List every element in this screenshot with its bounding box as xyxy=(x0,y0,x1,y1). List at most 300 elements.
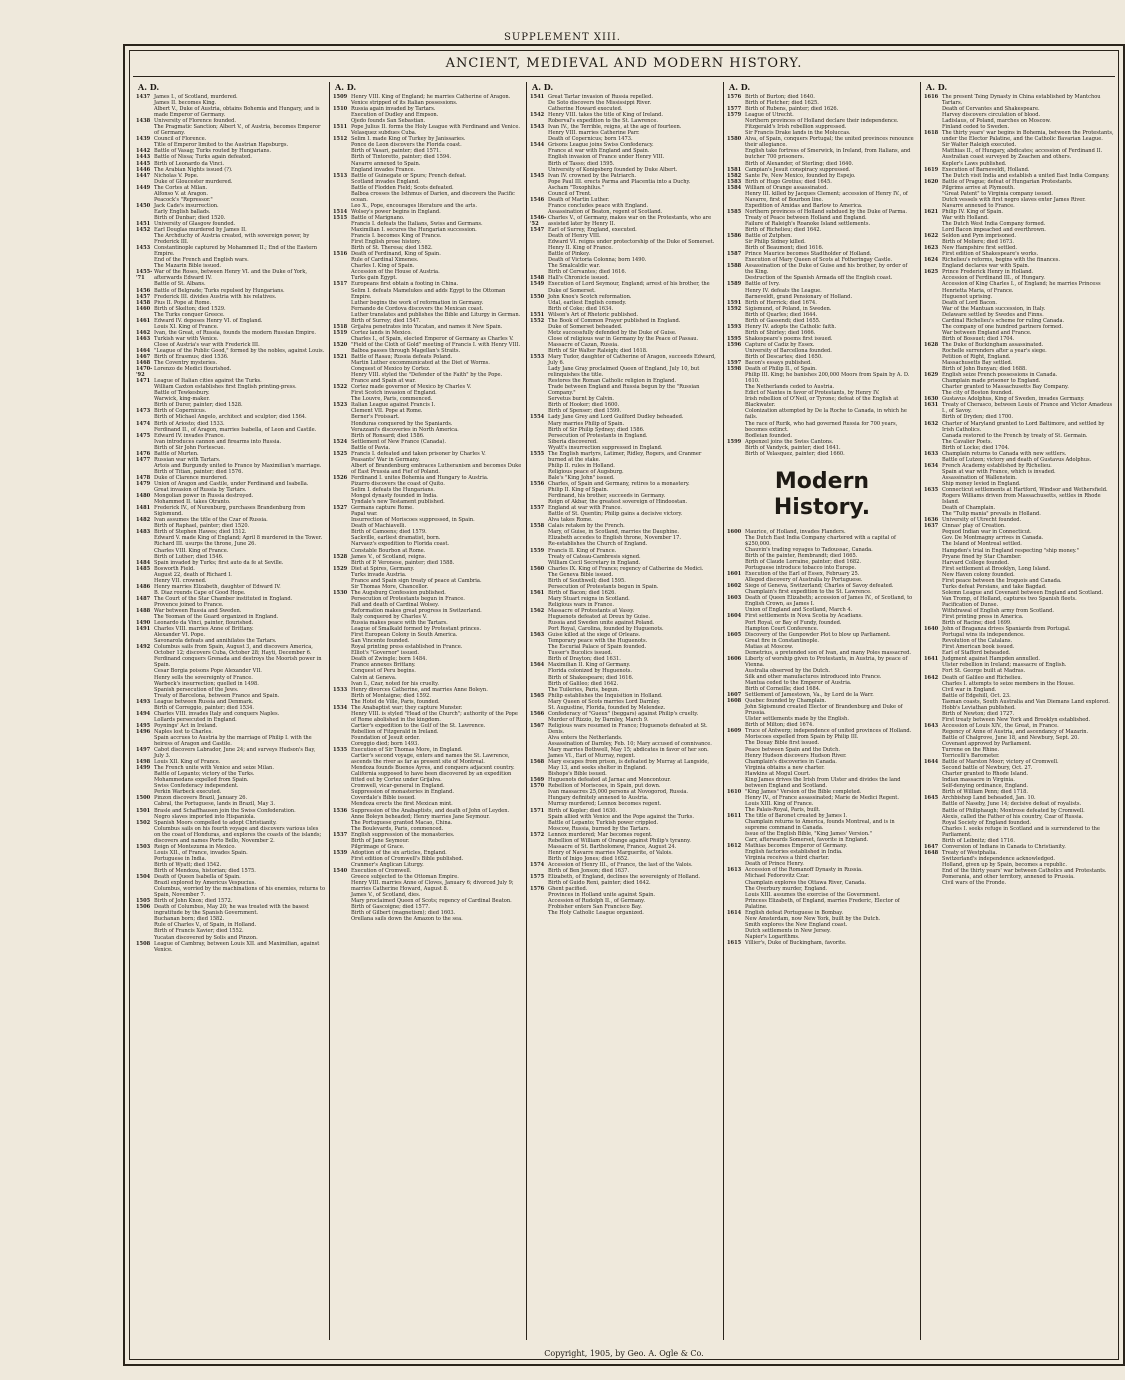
entry-text: Restores the Roman Catholic religion in England. xyxy=(548,378,677,385)
entry-text: England invades France. xyxy=(351,166,416,173)
entry-text: Birth of Hugo Grotius; died 1645. xyxy=(745,178,832,185)
entry-text: Navarre annexed to France. xyxy=(942,202,1015,209)
entry-text: Treaty of Cherasco, between Louis of France and Victor Amadeus I., of Savoy. xyxy=(942,402,1113,415)
entry-text: Treaty of Cateau-Cambresis signed. xyxy=(548,553,641,560)
entry-text: First Scotch invasion of England. xyxy=(351,390,437,397)
entry-text: Gov. De Montmagny arrives in Canada. xyxy=(942,535,1044,542)
entry-year: 1544 xyxy=(530,142,545,149)
entry-text: Fernando de Cordova discovers the Mexican coast. xyxy=(351,305,484,312)
entry-text: France at war with England and Spain. xyxy=(548,148,650,155)
entry-year: 1565 xyxy=(530,692,545,699)
entry-text: Northern provinces of Holland subdued by the Duke of Parma. xyxy=(745,208,907,215)
entry-text: Mary Stuart reigns in Scotland. xyxy=(548,595,630,602)
entry-text: France and Spain at war. xyxy=(351,378,416,385)
entry-text: Settlement of New France (Canada). xyxy=(351,438,446,445)
entry-year: 1506 xyxy=(136,904,151,911)
entry-text: Alva, of Spain, conquers Portugal; the united provinces renounce their allegiance. xyxy=(745,136,914,149)
entry-text: Failure of Raleigh's Roanoke Island settlements. xyxy=(745,220,871,227)
entry-text: Sir Philip Sidney killed. xyxy=(745,239,806,246)
entry-text: Turks gain Egypt. xyxy=(351,275,398,282)
entry-text: Lord Bacon impeached and overthrown. xyxy=(942,227,1046,234)
entry-text: King James drives the Irish from Ulster and divides the land between England and Scotland. xyxy=(745,776,901,789)
entry-text: Brazil explored by Americus Vespucius. xyxy=(154,880,257,887)
entry-text: Persecution of Protestants in England. xyxy=(548,432,648,439)
entry-text: The title of Baronet created by James I. xyxy=(745,813,847,820)
entry-text: Foundation of Jesuit order. xyxy=(351,734,420,741)
entry-year: 1579 xyxy=(727,112,742,119)
entry-year: 1574 xyxy=(530,861,545,868)
entry-year: 1599 xyxy=(727,438,742,445)
entry-text: Connecticut settlements at Hartford, Windsor and Wethersfield. xyxy=(942,487,1108,494)
entry-text: Birth of Corneille; died 1684. xyxy=(745,686,821,693)
timeline-entry xyxy=(333,711,523,723)
entry-text: Louis XIII. King of France. xyxy=(745,800,814,807)
entry-text: Artois and Burgundy united to France by Maximilian's marriage. xyxy=(154,462,322,469)
entry-text: Charles, of Spain and Germany, retires to a monastery. xyxy=(548,481,690,487)
entry-text: Birth of Titian, painter; died 1576. xyxy=(154,468,243,475)
entry-text: Battle of Prague; defeat of Hungarian Protestants. xyxy=(942,178,1073,185)
entry-text: Suppression of monasteries in England. xyxy=(351,789,454,796)
entry-text: Accession of King Charles I., of England; he marries Princess Henrietta Maria, of France. xyxy=(942,281,1101,294)
entry-year: 1632 xyxy=(924,420,939,427)
entry-text: Birth of Wyatt; died 1542. xyxy=(154,861,222,868)
entry-year: 1611 xyxy=(727,813,742,820)
entry-text: Accession of Ferdinand III., of Hungary. xyxy=(942,275,1045,282)
entry-year: 1503 xyxy=(136,843,151,850)
entry-year: 1484 xyxy=(136,559,151,566)
timeline-entry xyxy=(727,421,917,433)
entry-text: Mohammedans expelled from Spain. xyxy=(154,777,249,784)
entry-text: Religious wars resumed in France; Huguenots defeated at St. Denis. xyxy=(548,722,708,735)
entry-year: 1567 xyxy=(530,722,545,729)
entry-text: Birth of Locke; died 1704. xyxy=(942,444,1010,451)
entry-text: University of Florence founded. xyxy=(154,118,237,125)
entry-text: Birth of Drayton; died 1631. xyxy=(548,656,621,663)
entry-text: Birth of Luther; died 1546. xyxy=(154,553,224,560)
entry-text: The Escurial Palace of Spain founded. xyxy=(548,644,647,651)
entry-text: Conversion of Indians in Canada to Christianity. xyxy=(942,843,1066,850)
entry-year: 1540 xyxy=(333,868,348,874)
entry-text: Withdrawal of English army from Scotland. xyxy=(942,607,1055,614)
entry-text: League of Cambray, between Louis XII. and Maximilian, against Venice. xyxy=(154,940,320,953)
entry-text: Ivan introduces cannon and firearms into Russia. xyxy=(154,438,282,445)
entry-year: 1537 xyxy=(333,831,348,838)
entry-text: Henry III. killed by Jacques Clement; accession of Henry IV., of Navarre, first of Bourbon line. xyxy=(745,190,908,203)
entry-year: 1523 xyxy=(333,402,348,409)
entry-text: Union of Aragon and Castile, under Ferdinand and Isabella. xyxy=(154,481,309,487)
entry-year: 1642 xyxy=(924,674,939,681)
entry-text: Battle of Chalgrove, June 18, and Newbury, Sept. 20. xyxy=(942,734,1079,741)
entry-text: The French unite with Venice and seize Milan. xyxy=(154,765,274,772)
entry-year: 1450 xyxy=(136,202,151,209)
entry-year: 1585 xyxy=(727,208,742,215)
entry-text: Bacon's essays published. xyxy=(745,360,812,367)
entry-text: Death of Philip II., of Spain. xyxy=(745,366,817,373)
entry-year: 1566 xyxy=(530,710,545,717)
entry-year: 1640 xyxy=(924,626,939,633)
entry-text: Jack Cade's insurrection. xyxy=(154,202,219,209)
entry-text: Ojedo founds San Sebastian. xyxy=(351,118,426,125)
title-divider xyxy=(133,76,1115,77)
entry-text: Pius II. Pope at Rome. xyxy=(154,299,212,306)
entry-text: Van Tromp, of Holland, captures two Spanish fleets. xyxy=(942,595,1077,602)
entry-text: Birth of Leibnitz; died 1716. xyxy=(942,837,1015,844)
entry-text: Charles IX. King of France; regency of Catherine de Medici. xyxy=(548,565,704,572)
entry-text: Birth of Racine; died 1699. xyxy=(942,620,1012,627)
entry-year: 1486 xyxy=(136,583,151,590)
entry-text: Hampden's trial in England respecting "ship money." xyxy=(942,547,1079,554)
entry-year: 1515 xyxy=(333,214,348,221)
entry-text: The Yeoman of the Guard organized in England. xyxy=(154,614,279,621)
entry-text: Appenzel joins the Swiss Cantons. xyxy=(745,438,834,445)
entry-year: 1521 xyxy=(333,354,348,361)
entry-text: Berner's Froissart. xyxy=(351,414,400,421)
entry-text: Birth of Sir Walter Raleigh; died 1618. xyxy=(548,347,648,354)
entry-text: Death of Ferdinand, King of Spain. xyxy=(351,251,441,258)
entry-text: Dutch settlements in New Jersey. xyxy=(745,927,831,934)
entry-year: 1517 xyxy=(333,281,348,288)
entry-year xyxy=(333,288,351,300)
entry-year: 1516 xyxy=(333,251,348,258)
timeline-entry xyxy=(727,191,917,203)
entry-year: 1546 xyxy=(530,196,545,203)
entry-text: Port Royal, or Bay of Fundy, founded. xyxy=(745,619,842,626)
entry-text: Alexander VI. Pope. xyxy=(154,632,205,639)
timeline-entry xyxy=(136,366,326,378)
entry-text: Ship money levied in England. xyxy=(942,481,1021,487)
entry-year: 1453 xyxy=(136,245,151,252)
entry-text: John Knox's Scotch reformation. xyxy=(548,293,632,300)
entry-text: Calais retaken by the French. xyxy=(548,523,625,530)
entry-text: Alfonso V. at Aragon. xyxy=(154,190,208,197)
entry-text: Birth of Quarles; died 1644. xyxy=(745,311,818,318)
entry-year: 1474 xyxy=(136,420,151,427)
timeline-entry xyxy=(333,916,523,922)
entry-text: Negro slaves imported into Hispaniola. xyxy=(154,813,256,820)
entry-text: James V., of Scotland, reigns. xyxy=(351,553,427,560)
entry-text: Cabot discovers Labrador, June 24; and surveys Hudson's Bay, July 3. xyxy=(154,747,316,760)
entry-text: "Great Patent" to Virginia company issued. xyxy=(942,190,1053,197)
entry-text: Reformation makes great progress in Switzerland. xyxy=(351,607,482,614)
entry-text: Birth of Michael Angelo, architect and sculptor; died 1564. xyxy=(154,414,307,421)
timeline-entry xyxy=(924,421,1114,433)
timeline-entry xyxy=(136,106,326,118)
entry-text: Birth of Newton; died 1727. xyxy=(942,710,1015,717)
entry-text: William of Orange assassinated. xyxy=(745,184,828,191)
entry-text: Henry VIII. takes the title of King of Ireland. xyxy=(548,112,664,119)
entry-year: 1443 xyxy=(136,154,151,161)
entry-year: 1543 xyxy=(530,124,545,131)
entry-text: Birth of Raphael, painter; died 1520. xyxy=(154,523,250,530)
entry-year: 1468 xyxy=(136,360,151,367)
entry-year: 1504 xyxy=(136,874,151,881)
entry-text: Peace between Spain and the Dutch. xyxy=(745,746,840,753)
timeline-entry xyxy=(136,747,326,759)
entry-text: Re-establishes the Church of England. xyxy=(548,541,648,548)
entry-text: Mary marries Philip of Spain. xyxy=(548,420,625,427)
entry-year: 1620 xyxy=(924,178,939,185)
entry-text: Ladislaus, of Poland, marches on Moscow. xyxy=(942,118,1051,125)
timeline-entry xyxy=(727,408,917,420)
entry-text: Lorenzo de Medici flourished. xyxy=(154,366,232,373)
entry-text: Fitzgerald's Irish rebellion suppressed. xyxy=(745,124,847,131)
entry-text: Finland ceded to Sweden. xyxy=(942,124,1010,131)
entry-text: Edward VI. reigns under protectorship of the Duke of Somerset. xyxy=(548,239,715,246)
entry-text: Henry of Navarre marries Marguerite, of Valois. xyxy=(548,849,673,856)
entry-year: 1510 xyxy=(333,106,348,113)
entry-text: Scotland invades England. xyxy=(351,178,420,185)
entry-text: Calvin at Geneva. xyxy=(351,674,397,681)
entry-text: Charter granted to Massachusetts Bay Company. xyxy=(942,384,1069,391)
entry-text: Assassination of the Duke of Guise and his brother, by order of the King. xyxy=(745,263,908,276)
entry-text: The Louvre, Paris, commenced. xyxy=(351,396,433,403)
entry-text: Battle of Pinkey. xyxy=(548,251,590,258)
history-column-2 xyxy=(330,82,527,1340)
entry-text: Treaty of Barcelona, between France and Spain. xyxy=(154,692,280,699)
entry-year: 1509 xyxy=(333,94,348,100)
entry-text: Charles V., of Germany, makes war on the Protestants, who are assisted later by Henry II. xyxy=(548,214,712,227)
entry-year: 1583 xyxy=(727,178,742,185)
entry-text: Narvaez's expedition to Florida coast. xyxy=(351,541,450,548)
entry-text: Port Royal, Carolina, founded by Huguenots. xyxy=(548,626,664,633)
timeline-entry xyxy=(530,759,720,771)
entry-text: Champlain's first expedition to the St. Lawrence. xyxy=(745,589,872,596)
entry-text: Edward V. made King of England; April 8 murdered in the Tower. xyxy=(154,535,323,542)
entry-text: Russia again invaded by Tartars. xyxy=(351,106,436,113)
entry-year: 1508 xyxy=(136,940,151,947)
timeline-entry xyxy=(136,656,326,668)
entry-year: 1552 xyxy=(530,317,545,324)
entry-text: Execution of Sir Thomas More, in England. xyxy=(351,747,463,754)
entry-year: 1550 xyxy=(530,293,545,300)
timeline-entry xyxy=(530,384,720,396)
entry-year: 1518 xyxy=(333,323,348,330)
entry-text: Liberty of worship given to Protestants, in Austria, by peace of Vienna. xyxy=(745,655,908,668)
entry-text: Death of Prince Henry. xyxy=(745,861,804,868)
entry-text: Issue of the English Bible, "King James' Version." xyxy=(745,831,872,838)
entry-text: Great invasion of Russia by Tartars. xyxy=(154,487,247,494)
entry-text: Death of Cervantes and Shakespeare. xyxy=(942,106,1040,113)
entry-text: Selim I. made King of Turkey by Janissaries. xyxy=(351,136,466,143)
entry-text: Birth of Skelton; died 1529. xyxy=(154,305,226,312)
entry-text: Birth of Tasso; died 1595. xyxy=(548,160,615,167)
history-column-5 xyxy=(921,82,1117,1340)
entry-year xyxy=(924,880,942,886)
entry-text: Sir Thomas More, Chancellor. xyxy=(351,583,429,590)
entry-text: Harvard College founded. xyxy=(942,559,1009,566)
entry-text: Treaty of Westphalia. xyxy=(942,849,997,856)
timeline-entry xyxy=(333,288,523,300)
timeline-entry xyxy=(333,880,523,892)
entry-year: 1462 xyxy=(136,329,151,336)
entry-text: English defeat Portuguese in Bombay. xyxy=(745,909,844,916)
entry-year xyxy=(727,898,745,910)
entry-text: War of the Roses, between Henry VI. and the Duke of York, afterwards Edward IV. xyxy=(154,269,307,282)
entry-year: 1494 xyxy=(136,710,151,717)
entry-text: "Field of the Cloth of Gold" meeting of Francis I. with Henry VIII. xyxy=(351,341,521,348)
entry-text: Massacre of Protestants at Vassy. xyxy=(548,607,635,614)
entry-year: 1479 xyxy=(136,481,151,487)
entry-text: Birth of Surrey; died 1547. xyxy=(351,317,421,324)
entry-text: Australia observed by the Dutch. xyxy=(745,667,831,674)
entry-year: 1555 xyxy=(530,450,545,457)
entry-text: Charles I. King of Spain. xyxy=(351,263,415,270)
copyright-line: Copyright, 1905, by Geo. A. Ogle & Co. xyxy=(544,1349,704,1358)
entry-year xyxy=(333,880,351,892)
entry-text: Birth of Bossuet; died 1704. xyxy=(942,335,1015,342)
ad-label: A. D. xyxy=(335,82,357,92)
supplement-label: SUPPLEMENT XIII. xyxy=(504,32,621,43)
entry-text: Birth of Vasari, painter; died 1571. xyxy=(351,148,441,155)
entry-text: Birth of Spenser; died 1599. xyxy=(548,408,622,415)
entry-text: The present Tsing Dynasty in China established by Mantchou Tartars. xyxy=(942,94,1101,107)
entry-text: The English martyrs, Latimer, Ridley, Rogers, and Cranmer burned at the stake. xyxy=(548,450,702,463)
entry-text: First printing press in America. xyxy=(942,614,1024,621)
entry-text: Cranmer's Anglican Liturgy. xyxy=(351,861,424,868)
entry-text: John Sigismund created Elector of Brandenburg and Duke of Prussia. xyxy=(745,704,903,717)
entry-text: Civil war in England. xyxy=(942,686,997,693)
timeline-entry xyxy=(136,644,326,656)
entry-text: Philip IV. King of Spain. xyxy=(942,208,1003,215)
entry-text: Australian coast surveyed by Zeachen and others. xyxy=(942,154,1072,161)
entry-text: Archbishop Land beheaded, Jan. 10. xyxy=(942,795,1036,802)
timeline-entry xyxy=(727,777,917,789)
entry-text: B. Diaz rounds Cape of Good Hope. xyxy=(154,589,246,596)
entry-year: 1525 xyxy=(333,450,348,457)
entry-text: Charter granted to Rhode Island. xyxy=(942,771,1028,778)
entry-year: 1563 xyxy=(530,632,545,639)
entry-year: 1529 xyxy=(333,565,348,572)
entry-text: Charter of Maryland granted to Lord Baltimore, and settled by Irish Catholics. xyxy=(942,420,1105,433)
entry-text: Treaty of Peace between Holland and England. xyxy=(745,214,867,221)
entry-text: Birth of Herrick; died 1674. xyxy=(745,299,817,306)
entry-text: Brasle and Schaffhausen join the Swiss Confederation. xyxy=(154,807,296,814)
entry-year xyxy=(136,826,154,844)
entry-text: Birth of Dryden; died 1700. xyxy=(942,414,1013,421)
entry-text: Pope Julius II. forms the Holy League with Ferdinand and Venice. xyxy=(351,124,521,131)
timeline-entry xyxy=(136,941,326,953)
timeline-entry xyxy=(727,451,917,457)
entry-text: Michael Fedorovitz Czar. xyxy=(745,873,810,880)
entry-text: Portuguese in India. xyxy=(154,855,207,862)
entry-year: 1616 xyxy=(924,94,939,100)
entry-year: 1587 xyxy=(727,251,742,258)
entry-text: Birth of Gassendi; died 1655. xyxy=(745,317,821,324)
entry-year: 1645 xyxy=(924,795,939,802)
entry-year: 1571 xyxy=(530,807,545,814)
page-title: ANCIENT, MEDIEVAL AND MODERN HISTORY. xyxy=(445,56,803,71)
entry-text: New Amsterdam, now New York, built by the Dutch. xyxy=(745,915,881,922)
timeline-entry xyxy=(333,771,523,783)
entry-text: The Overbury murder, England. xyxy=(745,885,828,892)
entry-text: Warbeck's insurrection; quelled in 1498. xyxy=(154,680,259,687)
entry-text: League of Utrecht. xyxy=(745,112,794,119)
entry-year: 1524 xyxy=(333,438,348,445)
timeline-entry xyxy=(136,505,326,517)
entry-year: 1553 xyxy=(530,354,545,361)
entry-text: California supposed to have been discovered by an expedition fitted out by Cortez under Grijalva. xyxy=(351,771,512,784)
entry-text: Regency of Anne of Austria, and ascendancy of Mazarin. xyxy=(942,728,1089,735)
entry-text: Velasquez subdues Cuba. xyxy=(351,130,417,137)
entry-text: Silk and other manufactures introduced into France. xyxy=(745,673,882,680)
entry-text: Death of Copernicus; born 1473. xyxy=(548,136,633,143)
entry-text: The Island of Montreal settled. xyxy=(942,541,1022,548)
entry-text: Hampton Court Conference. xyxy=(745,625,819,632)
timeline-entry xyxy=(136,826,326,844)
entry-year xyxy=(727,535,745,547)
entry-text: Maximilian I. secures the Hungarian succession. xyxy=(351,227,477,234)
entry-text: Duke of Gloucester murdered. xyxy=(154,178,233,185)
entry-year: 1636 xyxy=(924,517,939,524)
entry-text: Maurice, of Holland, invades Flanders. xyxy=(745,528,846,535)
entry-text: Birth of Hooker; died 1600. xyxy=(548,402,620,409)
entry-text: Suppression of the Anabaptists, and death of John of Leyden. xyxy=(351,807,510,814)
entry-text: Mongolian power in Russia destroyed. xyxy=(154,493,254,500)
entry-text: Pilgrimage of Grace. xyxy=(351,843,405,850)
entry-text: Mary proclaimed Queen of Scots; regency of Cardinal Beaton. xyxy=(351,898,512,905)
entry-text: Murder of Rizzio, by Darnley, March 9. xyxy=(548,716,649,723)
entry-text: Warwick, king-maker. xyxy=(154,396,210,403)
entry-text: Diet at Spires, Germany. xyxy=(351,565,415,572)
entry-year xyxy=(136,735,154,747)
entry-text: The city of Boston founded. xyxy=(942,390,1014,397)
entry-text: Pizarro discovers the coast of Quito. xyxy=(351,481,445,487)
entry-text: Birth of Coke; died 1634. xyxy=(548,305,614,312)
entry-text: Savonarola defeats and annihilates the Tartars. xyxy=(154,638,277,645)
entry-year: 1445 xyxy=(136,160,151,167)
entry-text: Charles VIII. invades Italy and conquers Naples. xyxy=(154,710,280,717)
entry-year: 1542 xyxy=(530,112,545,119)
entry-text: First European Colony in South America. xyxy=(351,632,458,639)
entry-text: Death of Victoria Colonna; born 1490. xyxy=(548,257,647,264)
entry-text: University of Glasgow founded. xyxy=(154,220,236,227)
entry-text: Accession of the House of Austria. xyxy=(351,269,440,276)
entry-text: Birth of P. Veronese, painter; died 1588. xyxy=(351,559,455,566)
entry-year: 1637 xyxy=(924,523,939,530)
entry-text: Nicholas V. Pope. xyxy=(154,172,199,179)
entry-text: Ascham "Toxophilus." xyxy=(548,184,604,191)
entry-text: Birth of Guido Reni, painter; died 1642. xyxy=(548,880,651,887)
entry-text: Louis XII. King of France. xyxy=(154,759,221,766)
entry-text: Swiss Confederacy independent. xyxy=(154,783,239,790)
entry-text: Moscow, Russia, burned by the Tartars. xyxy=(548,825,651,832)
entry-year: 1502 xyxy=(136,819,151,826)
entry-text: End of the French and English wars. xyxy=(154,257,249,264)
timeline-entry xyxy=(136,735,326,747)
entry-text: Henry VIII. is styled "Head of the Church"; authority of the Pope of Rome abolished in the kingdom. xyxy=(351,710,518,723)
entry-text: Switzerland's independence acknowledged. xyxy=(942,855,1056,862)
timeline-entry xyxy=(727,136,917,148)
entry-text: Cartier's expedition to the Gulf of the St. Lawrence. xyxy=(351,722,486,729)
entry-year: 1547 xyxy=(530,227,545,234)
timeline-entry xyxy=(924,493,1114,505)
entry-year: 1604 xyxy=(727,613,742,620)
entry-text: Confederacy of "Gueux" (beggars) against Philip's cruelty. xyxy=(548,710,699,717)
entry-year xyxy=(924,281,942,293)
ad-label: A. D. xyxy=(926,82,948,92)
entry-text: Hawkins at Mogul Court. xyxy=(745,770,811,777)
entry-text: Venice stripped of its Italian possessions. xyxy=(351,100,458,107)
entry-year: 1647 xyxy=(924,843,939,850)
entry-text: Tusser's Bucolics issued. xyxy=(548,650,613,657)
timeline-entry xyxy=(333,191,523,203)
entry-text: Ivan assumes the title of the Czar of Russia. xyxy=(154,517,268,524)
entry-text: Pacification of Dunse. xyxy=(942,601,999,608)
entry-text: Birth of Shakespeare; died 1616. xyxy=(548,674,634,681)
entry-text: Duke of Somerset beheaded. xyxy=(548,323,623,330)
modern-history-heading: Modern History. xyxy=(773,468,871,520)
entry-text: Birth of Bacon; died 1626. xyxy=(548,589,617,596)
